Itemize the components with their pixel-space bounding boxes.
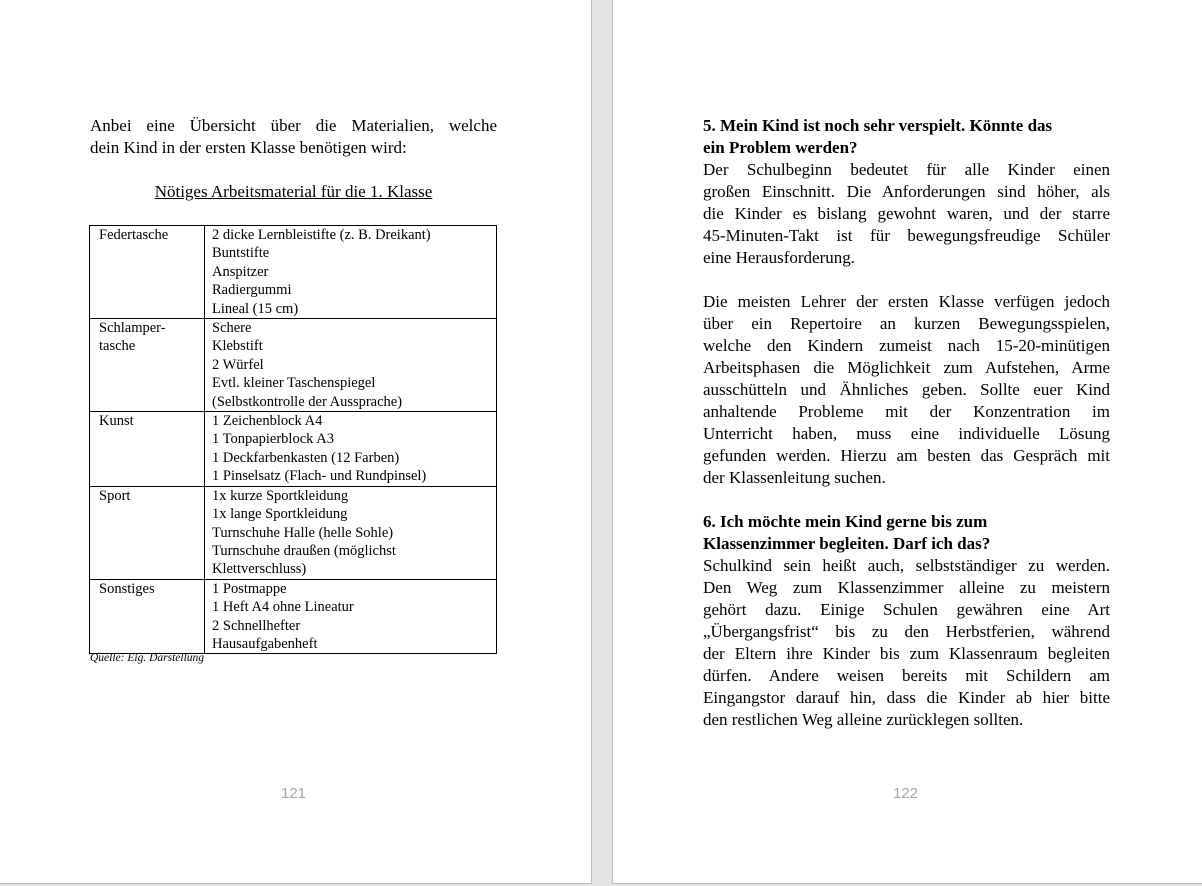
item-line: Turnschuhe Halle (helle Sohle): [212, 524, 394, 541]
item-line: Lineal (15 cm): [212, 300, 299, 317]
category-cell: [90, 486, 205, 579]
item-line: 2 dicke Lernbleistifte (z. B. Dreikant): [212, 227, 431, 243]
item-line: Radiergummi: [212, 282, 292, 299]
item-line: Hausaufgabenheft: [212, 635, 318, 652]
paragraph-line: den restlichen Weg alleine zurücklegen sollten.: [703, 710, 1024, 729]
spacer: [703, 269, 1110, 291]
right-page-text: [703, 115, 1110, 731]
category-line: Sport: [99, 487, 131, 504]
paragraph-line: Schulkind sein heißt auch, selbstständiger zu werden.: [703, 556, 1110, 575]
item-line: 1 Postmappe: [212, 580, 287, 597]
paragraph-line: Der Schulbeginn bedeutet für alle Kinder einen: [703, 160, 1110, 179]
item-line: Klettverschluss): [212, 561, 307, 578]
table-row: [90, 579, 497, 654]
item-line: Schere: [212, 320, 252, 337]
item-line: 1 Tonpapierblock A3: [212, 431, 334, 448]
paragraph-line: 45-Minuten-Takt ist für bewegungsfreudige Schüler: [703, 226, 1110, 245]
paragraph-line: Arbeitsphasen die Möglichkeit zum Aufstehen, Arme: [703, 358, 1110, 377]
category-line: Schlamper-: [99, 320, 166, 337]
paragraph-line: der Klassenleitung suchen.: [703, 468, 886, 487]
section-heading-line: 6. Ich möchte mein Kind gerne bis zum: [703, 512, 988, 531]
item-line: 1x lange Sportkleidung: [212, 506, 348, 523]
paragraph-line: großen Einschnitt. Die Anforderungen sind höher, als: [703, 182, 1110, 201]
paragraph-line: gefunden werden. Hierzu am besten das Gespräch mit: [703, 446, 1110, 465]
item-line: 1 Deckfarbenkasten (12 Farben): [212, 449, 400, 466]
page-number: 122: [893, 785, 919, 802]
paragraph-line: eine Herausforderung.: [703, 248, 855, 267]
table-row: [90, 226, 497, 319]
paragraph-line: ausschütteln und Ähnliches geben. Sollte euer Kind: [703, 380, 1110, 399]
spacer: [703, 489, 1110, 511]
paragraph-line: Eingangstor darauf hin, dass die Kinder ab hier bitte: [703, 688, 1110, 707]
section-heading-line: Klassenzimmer begleiten. Darf ich das?: [703, 534, 991, 553]
item-line: 1x kurze Sportkleidung: [212, 487, 349, 504]
items-cell: [205, 319, 497, 412]
category-cell: [90, 319, 205, 412]
paragraph-line: der Eltern ihre Kinder bis zum Klassenraum begleiten: [703, 644, 1110, 663]
paragraph-line: „Übergangsfrist“ bis zu den Herbstferien, während: [703, 622, 1110, 641]
paragraph-line: anhaltende Probleme mit der Konzentration im: [703, 402, 1110, 421]
items-cell: [205, 579, 497, 654]
table-title-text: Nötiges Arbeitsmaterial für die 1. Klasse: [154, 182, 433, 201]
items-cell: [205, 412, 497, 487]
paragraph-line: dürfen. Andere weisen bereits mit Schildern am: [703, 666, 1110, 685]
category-cell: [90, 412, 205, 487]
table-source: Quelle: Eig. Darstellung: [90, 652, 205, 664]
intro-paragraph: [90, 115, 497, 159]
category-line: Kunst: [99, 413, 134, 430]
item-line: Buntstifte: [212, 245, 270, 262]
item-line: 1 Heft A4 ohne Lineatur: [212, 599, 354, 616]
paragraph-line: gehört dazu. Einige Schulen gewähren eine Art: [703, 600, 1110, 619]
section-heading-line: ein Problem werden?: [703, 138, 858, 157]
table-row: [90, 412, 497, 487]
paragraph-line: die Kinder es bislang gewohnt waren, und der starre: [703, 204, 1110, 223]
item-line: Turnschuhe draußen (möglichst: [212, 542, 396, 559]
item-line: 2 Würfel: [212, 356, 264, 373]
category-cell: [90, 226, 205, 319]
page-left: [0, 0, 592, 884]
item-line: 1 Zeichenblock A4: [212, 413, 323, 430]
category-line: Sonstiges: [99, 580, 155, 597]
category-line: Federtasche: [99, 227, 169, 243]
items-cell: [205, 226, 497, 319]
intro-line: Anbei eine Übersicht über die Materialien, welche: [90, 116, 497, 135]
section-heading-line: 5. Mein Kind ist noch sehr verspielt. Könnte das: [703, 116, 1053, 135]
paragraph-line: Unterricht haben, muss eine individuelle Lösung: [703, 424, 1110, 443]
intro-line: dein Kind in der ersten Klasse benötigen wird:: [90, 138, 407, 157]
item-line: 1 Pinselsatz (Flach- und Rundpinsel): [212, 468, 427, 485]
table-title: [90, 181, 497, 203]
category-cell: [90, 579, 205, 654]
paragraph-line: Den Weg zum Klassenzimmer alleine zu meistern: [703, 578, 1110, 597]
table-row: [90, 319, 497, 412]
item-line: (Selbstkontrolle der Aussprache): [212, 393, 403, 410]
materials-table: [89, 225, 497, 654]
item-line: Evtl. kleiner Taschenspiegel: [212, 375, 376, 392]
paragraph-line: welche den Kindern zumeist nach 15-20-minütigen: [703, 336, 1110, 355]
category-line: tasche: [99, 338, 136, 355]
item-line: Klebstift: [212, 338, 263, 355]
paragraph-line: Die meisten Lehrer der ersten Klasse verfügen jedoch: [703, 292, 1110, 311]
paragraph-line: über ein Repertoire an kurzen Bewegungsspielen,: [703, 314, 1110, 333]
item-line: Anspitzer: [212, 263, 269, 280]
items-cell: [205, 486, 497, 579]
table-row: [90, 486, 497, 579]
page-number: 121: [281, 785, 307, 802]
item-line: 2 Schnellhefter: [212, 617, 301, 634]
